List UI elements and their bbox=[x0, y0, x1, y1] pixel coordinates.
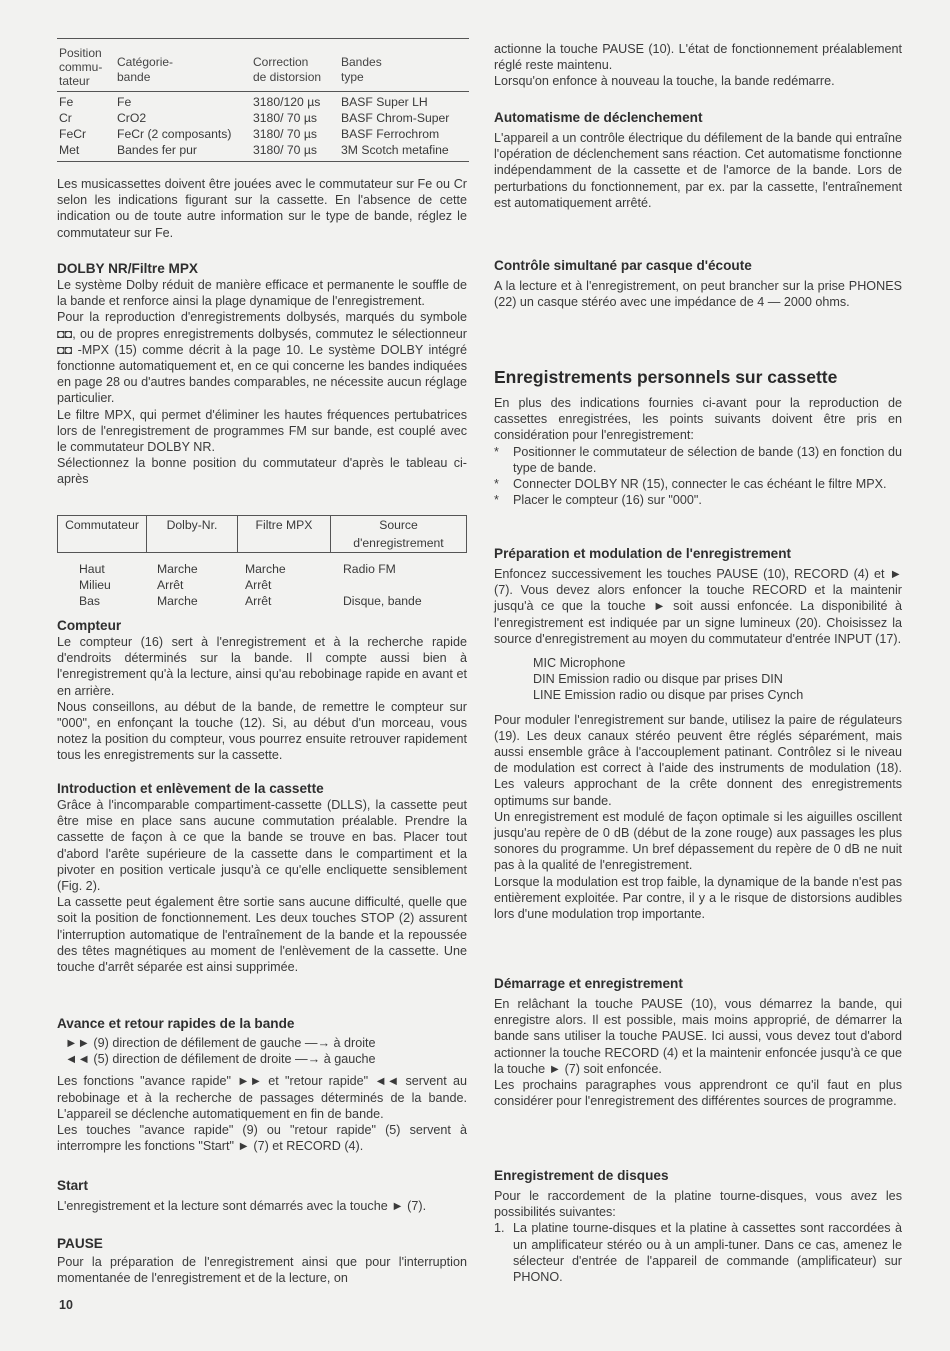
band-table bbox=[57, 44, 469, 88]
intro-paragraph: Les musicassettes doivent être jouées avec le commutateur sur Fe ou Cr selon les indications figurant sur la cassette. En l'absence de cette indication ou de toute autre information sur le type de bande, réglez le commutateur sur Fe. bbox=[57, 177, 467, 240]
pause-p2: Lorsqu'on enfonce à nouveau la touche, la bande redémarre. bbox=[494, 74, 835, 89]
switch-table-cell: Bas bbox=[79, 594, 101, 608]
table-header-rule bbox=[57, 91, 469, 92]
pause-title: PAUSE bbox=[57, 1236, 103, 1251]
enregistrements-title: Enregistrements personnels sur cassette bbox=[494, 367, 838, 387]
preparation-title: Préparation et modulation de l'enregistrement bbox=[494, 546, 792, 561]
header-type: type bbox=[341, 70, 364, 84]
header-position: Position bbox=[59, 46, 102, 60]
dolby-section bbox=[57, 261, 467, 488]
band-table-cell: BASF Super LH bbox=[341, 95, 428, 109]
switch-table-cell: Marche bbox=[157, 562, 198, 576]
enregistrements-bullets bbox=[494, 444, 902, 509]
enregistrements-bullet-item bbox=[494, 444, 902, 476]
start-title: Start bbox=[57, 1178, 88, 1193]
dolby-title: DOLBY NR/Filtre MPX bbox=[57, 261, 198, 276]
band-table-cell: BASF Chrom-Super bbox=[341, 111, 450, 125]
switch-table-row bbox=[57, 577, 467, 593]
band-table-cell: 3M Scotch metafine bbox=[341, 143, 449, 157]
demarrage-p2: Les prochains paragraphes vous apprendront ce qu'il faut en plus considérer pour l'enregistrement des différentes sources de programme. bbox=[494, 1078, 902, 1109]
disques-item-1-number: 1. bbox=[494, 1221, 505, 1236]
preparation-section bbox=[494, 546, 902, 922]
disques-item-1 bbox=[494, 1220, 902, 1285]
band-table-cell: CrO2 bbox=[117, 111, 147, 125]
dolby-p1: Le système Dolby réduit de manière efficace et permanente le souffle de la bande et renforce ainsi la plage dynamique de l'enregistrement. bbox=[57, 278, 467, 309]
enregistrements-bullet-item bbox=[494, 492, 902, 508]
enregistrements-section bbox=[494, 367, 902, 508]
band-table-cell: Met bbox=[59, 143, 80, 157]
preparation-p4: Lorsque la modulation est trop faible, la dynamique de la bande n'est pas entièrement exploitée. Par contre, il y a le risque de distorsions audibles lors d'une modulation trop importante. bbox=[494, 874, 902, 922]
pause-p1: Pour la préparation de l'enregistrement ainsi que pour l'interruption momentanée de l'enregistrement et de la lecture, on bbox=[57, 1255, 467, 1286]
switch-table-cell: Disque, bande bbox=[343, 594, 422, 608]
demarrage-title: Démarrage et enregistrement bbox=[494, 976, 683, 991]
disques-item-1-text: La platine tourne-disques et la platine à cassettes sont raccordées à un amplificateur stéréo ou à un ampli-tuner. Dans ce cas, amenez le sélecteur d'entrée de l'appareil de commande (amplificateur) sur PHONO. bbox=[513, 1221, 902, 1285]
table-top-rule bbox=[57, 38, 469, 39]
controle-p1: A la lecture et à l'enregistrement, on peut brancher sur la prise PHONES (22) un casque stéréo avec une impédance de 4 — 2000 ohms. bbox=[494, 279, 902, 310]
switch-table-cell: Radio FM bbox=[343, 562, 396, 576]
bullet-marker: * bbox=[494, 493, 499, 508]
band-table-body bbox=[57, 94, 469, 158]
compteur-p1: Le compteur (16) sert à l'enregistrement et à la recherche rapide d'endroits déterminés sur la bande. Il compte aussi bien à l'enregistrement qu'à la lecture, ainsi qu'au rebobinage rapide en avant et en arrière. bbox=[57, 635, 467, 698]
avance-line-forward: ►► (9) direction de défilement de gauche —→ à droite bbox=[65, 1036, 376, 1050]
header-distorsion: de distorsion bbox=[253, 70, 322, 84]
band-table-cell: Fe bbox=[59, 95, 74, 109]
switch-table-cell: Marche bbox=[245, 562, 286, 576]
pause-section bbox=[57, 1236, 467, 1286]
page-number: 10 bbox=[59, 1298, 73, 1312]
pause-continued bbox=[494, 41, 902, 90]
start-p1: L'enregistrement et la lecture sont démarrés avec la touche ► (7). bbox=[57, 1199, 427, 1213]
switch-table-cell: Arrêt bbox=[245, 578, 272, 592]
switch-table-header-cell: Source d'enregistrement bbox=[331, 516, 467, 553]
demarrage-section bbox=[494, 976, 902, 1109]
preparation-input-item: MIC Microphone bbox=[533, 656, 626, 671]
disques-section bbox=[494, 1168, 902, 1285]
automatisme-p1: L'appareil a un contrôle électrique du défilement de la bande qui entraîne l'opération de déclenchement sans réaction. Cet automatisme fonctionne indépendamment de la cassette et de l'amorce de la bande. Lors de perturbations du fonctionnement, par ex. par la cassette, l'entraînement est automatiquement arrêté. bbox=[494, 131, 902, 210]
band-table-cell: BASF Ferrochrom bbox=[341, 127, 440, 141]
band-table-row bbox=[57, 142, 469, 158]
header-bandes: Bandes bbox=[341, 55, 382, 69]
switch-table-row bbox=[57, 593, 467, 609]
preparation-p1: Enfoncez successivement les touches PAUSE (10), RECORD (4) et ► (7). Vous devez alors enfoncer la touche RECORD et la maintenir jusqu'à ce que la touche ► soit aussi enfoncée. La disponibilité à l'enregistrement est indiquée par un signe lumineux (20). Choisissez la source d'enregistrement au moyen du commutateur d'entrée INPUT (17). bbox=[494, 567, 902, 646]
band-table-header bbox=[57, 44, 469, 88]
automatisme-title: Automatisme de déclenchement bbox=[494, 110, 703, 125]
preparation-input-item: DIN Emission radio ou disque par prises DIN bbox=[533, 672, 783, 687]
header-commu: commu- bbox=[59, 60, 103, 74]
header-bande: bande bbox=[117, 70, 151, 84]
bullet-text: Placer le compteur (16) sur "000". bbox=[513, 493, 702, 508]
bullet-text: Positionner le commutateur de sélection de bande (13) en fonction du type de bande. bbox=[513, 444, 902, 475]
band-table-cell: 3180/ 70 µs bbox=[253, 143, 317, 157]
disques-p1: Pour le raccordement de la platine tourne-disques, vous avez les possibilités suivantes: bbox=[494, 1189, 902, 1220]
switch-table bbox=[57, 515, 467, 609]
start-section bbox=[57, 1178, 467, 1214]
band-table-row bbox=[57, 126, 469, 142]
pause-p1-cont: actionne la touche PAUSE (10). L'état de fonctionnement préalablement réglé reste maintenu. bbox=[494, 42, 902, 73]
switch-table-cell: Haut bbox=[79, 562, 105, 576]
switch-table-row bbox=[57, 561, 467, 577]
dolby-p4: Sélectionnez la bonne position du commutateur d'après le tableau ci-après bbox=[57, 456, 467, 487]
avance-section bbox=[57, 1016, 467, 1154]
demarrage-p1: En relâchant la touche PAUSE (10), vous démarrez la bande, qui enregistre alors. Il est possible, mais moins approprié, de démarrer la bande sans utiliser la touche PAUSE. Ici aussi, vous devez tout d'abord actionner la touche RECORD (4) et la maintenir enfoncée jusqu'à ce que la touche ► (7) soit enfoncée. bbox=[494, 997, 902, 1076]
band-table-cell: 3180/ 70 µs bbox=[253, 127, 317, 141]
band-table-cell: 3180/ 70 µs bbox=[253, 111, 317, 125]
preparation-input-item: LINE Emission radio ou disque par prises Cynch bbox=[533, 688, 804, 703]
switch-table-cell: Arrêt bbox=[157, 578, 184, 592]
switch-table-cell: Arrêt bbox=[245, 594, 272, 608]
band-table-row bbox=[57, 110, 469, 126]
avance-p1: Les fonctions "avance rapide" ►► et "retour rapide" ◄◄ servent au rebobinage et à la recherche de passages déterminés de la bande. L'appareil se déclenche automatiquement en fin de bande. bbox=[57, 1074, 467, 1121]
switch-table-cell: Marche bbox=[157, 594, 198, 608]
switch-table-header-cell: Filtre MPX bbox=[238, 516, 331, 553]
avance-title: Avance et retour rapides de la bande bbox=[57, 1016, 295, 1031]
band-table-cell: Bandes fer pur bbox=[117, 143, 197, 157]
dolby-p3: Le filtre MPX, qui permet d'éliminer les hautes fréquences pertubatrices lors de l'enregistrement de programmes FM sur bande, est couplé avec le commutateur DOLBY NR. bbox=[57, 407, 467, 455]
band-table-cell: FeCr (2 composants) bbox=[117, 127, 232, 141]
switch-table-header-cell: Commutateur bbox=[58, 516, 147, 553]
controle-title: Contrôle simultané par casque d'écoute bbox=[494, 258, 752, 273]
introduction-p2: La cassette peut également être sortie sans aucune difficulté, quelle que soit la position de fonctionnement. Les deux touches STOP (2) assurent l'interruption automatique de l'entraînement de la bande et la repoussée des têtes magnétiques au moment de l'enlèvement de la cassette. Une touche d'arrêt séparée est ainsi supprimée. bbox=[57, 895, 467, 975]
preparation-p3: Un enregistrement est modulé de façon optimale si les aiguilles oscillent jusqu'au repère de 0 dB (début de la zone rouge) aux passages les plus sonores du programme. Un bref dépassement du repère de 0 dB ne nuit pas à la qualité de l'enregistrement. bbox=[494, 809, 902, 873]
header-correction: Correction bbox=[253, 55, 309, 69]
introduction-title: Introduction et enlèvement de la cassette bbox=[57, 781, 324, 796]
table-bottom-rule bbox=[57, 161, 469, 162]
bullet-text: Connecter DOLBY NR (15), connecter le cas échéant le filtre MPX. bbox=[513, 477, 887, 492]
band-table-cell: Cr bbox=[59, 111, 72, 125]
switch-table-cell: Milieu bbox=[79, 578, 111, 592]
compteur-section bbox=[57, 618, 467, 764]
header-tateur: tateur bbox=[59, 74, 90, 88]
preparation-inputs bbox=[494, 655, 902, 704]
automatisme-section bbox=[494, 110, 902, 211]
avance-line-backward: ◄◄ (5) direction de défilement de droite —→ à gauche bbox=[65, 1052, 376, 1067]
dolby-p2: Pour la reproduction d'enregistrements dolbysés, marqués du symbole ◘◘, ou de propres enregistrements dolbysés, commutez le sélectionneur ◘◘ -MPX (15) comme décrit à la page 10. Le système DOLBY intégré fonctionne automatiquement et, en ce qui concerne les bandes indiquées en page 28 ou d'autres bandes comparables, ne nécessite aucun réglage particulier. bbox=[57, 310, 467, 406]
band-table-cell: Fe bbox=[117, 95, 132, 109]
band-table-row bbox=[57, 94, 469, 110]
band-table-cell: FeCr bbox=[59, 127, 87, 141]
avance-p2: Les touches "avance rapide" (9) ou "retour rapide" (5) servent à interrompre les fonctions "Start" ► (7) et RECORD (4). bbox=[57, 1123, 467, 1154]
enregistrements-p1: En plus des indications fournies ci-avant pour la reproduction de cassettes enregistrées, les points suivants doivent être pris en considération pour l'enregistrement: bbox=[494, 396, 902, 443]
switch-table-header bbox=[58, 516, 467, 553]
band-table-cell: 3180/120 µs bbox=[253, 95, 321, 109]
compteur-title: Compteur bbox=[57, 618, 122, 633]
disques-title: Enregistrement de disques bbox=[494, 1168, 669, 1183]
introduction-section bbox=[57, 781, 467, 975]
controle-section bbox=[494, 258, 902, 310]
bullet-marker: * bbox=[494, 477, 499, 492]
preparation-p2: Pour moduler l'enregistrement sur bande, utilisez la paire de régulateurs (19). Les deux canaux stéréo peuvent être réglés séparément, mais aussi ensemble grâce à l'accouplement patinant. Contrôlez si le niveau de modulation est correct à l'aide des instruments de modulation (18). Les valeurs approchant de la crête donnent des enregistrements optimums sur bande. bbox=[494, 712, 902, 808]
bullet-marker: * bbox=[494, 444, 499, 459]
intro-section bbox=[57, 176, 467, 241]
introduction-p1: Grâce à l'incomparable compartiment-cassette (DLLS), la cassette peut être mise en place sans aucune commutation préalable. Prendre la cassette de façon à ce que la bande se trouve en bas. Placer tout d'abord l'arête supérieure de la cassette dans le compartiment et la pivoter en position verticale jusqu'à ce qu'elle encliquette sensiblement (Fig. 2). bbox=[57, 798, 467, 894]
switch-table-header-cell: Dolby-Nr. bbox=[147, 516, 238, 553]
header-categorie: Catégorie- bbox=[117, 55, 174, 69]
enregistrements-bullet-item bbox=[494, 476, 902, 492]
compteur-p2: Nous conseillons, au début de la bande, de remettre le compteur sur "000", en enfonçant la touche (12). Si, au début d'un morceau, vous notez la position du compteur, vous pourrez ensuite retrouver rapidement tous les enregistrements sur la cassette. bbox=[57, 699, 467, 763]
